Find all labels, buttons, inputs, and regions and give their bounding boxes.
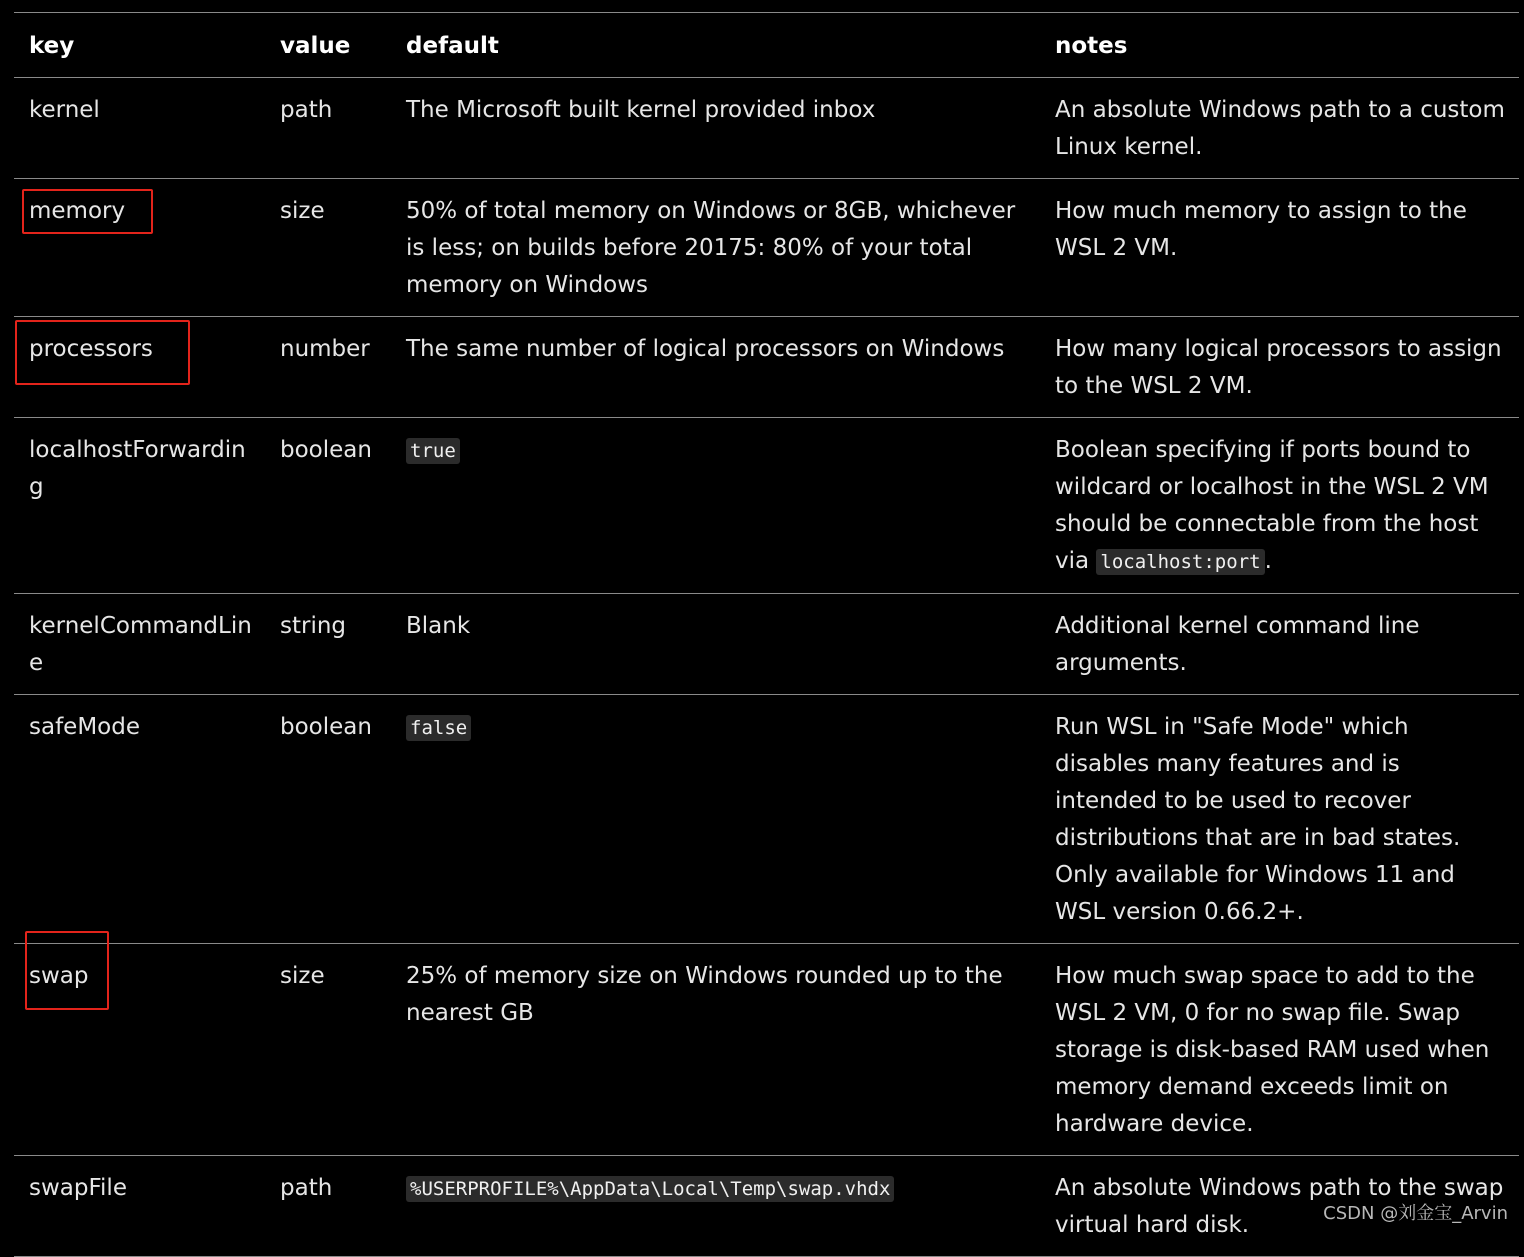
table-row [14,78,1519,179]
cell-value: path [265,78,391,179]
cell-default [391,695,1040,944]
cell-key: kernel [14,78,265,179]
cell-notes: How much memory to assign to the WSL 2 VM. [1040,179,1519,317]
table-row [14,418,1519,594]
cell-notes: An absolute Windows path to a custom Linux kernel. [1040,78,1519,179]
cell-notes: How many logical processors to assign to the WSL 2 VM. [1040,317,1519,418]
inline-code: false [406,715,471,741]
cell-default: The Microsoft built kernel provided inbox [391,78,1040,179]
cell-value: size [265,944,391,1156]
config-table-container [14,12,1519,1257]
cell-key: localhostForwarding [14,418,265,594]
notes-suffix: . [1264,548,1272,574]
table-row [14,179,1519,317]
header-notes: notes [1040,13,1519,78]
inline-code: %USERPROFILE%\AppData\Local\Temp\swap.vhdx [406,1176,894,1202]
cell-key: safeMode [14,695,265,944]
cell-notes: Additional kernel command line arguments. [1040,594,1519,695]
inline-code: localhost:port [1096,549,1264,575]
highlight-box [22,189,153,234]
cell-value: boolean [265,418,391,594]
cell-default: 25% of memory size on Windows rounded up to the nearest GB [391,944,1040,1156]
cell-key-text: processors [29,336,153,362]
header-value: value [265,13,391,78]
cell-key-highlighted [14,944,265,1156]
cell-default: The same number of logical processors on Windows [391,317,1040,418]
wslconfig-settings-table [14,12,1519,1257]
cell-notes: Run WSL in "Safe Mode" which disables many features and is intended to be used to recover distributions that are in bad states. Only available for Windows 11 and WSL version 0.66.2+. [1040,695,1519,944]
cell-value: boolean [265,695,391,944]
cell-key: swapFile [14,1156,265,1257]
cell-notes: How much swap space to add to the WSL 2 VM, 0 for no swap file. Swap storage is disk-based RAM used when memory demand exceeds limit on hardware device. [1040,944,1519,1156]
cell-default [391,418,1040,594]
table-row [14,1156,1519,1257]
cell-value: size [265,179,391,317]
csdn-watermark: CSDN @刘金宝_Arvin [1323,1203,1508,1224]
table-row [14,944,1519,1156]
cell-key-text: swap [29,963,89,989]
cell-notes [1040,418,1519,594]
highlight-box [15,320,190,385]
highlight-box [25,931,109,1010]
inline-code: true [406,438,460,464]
header-default: default [391,13,1040,78]
table-row [14,695,1519,944]
cell-default: Blank [391,594,1040,695]
cell-default [391,1156,1040,1257]
cell-value: number [265,317,391,418]
header-key: key [14,13,265,78]
cell-notes: An absolute Windows path to the swap virtual hard disk. [1040,1156,1519,1257]
cell-default: 50% of total memory on Windows or 8GB, whichever is less; on builds before 20175: 80% of your total memory on Windows [391,179,1040,317]
cell-key: kernelCommandLine [14,594,265,695]
cell-value: path [265,1156,391,1257]
table-row [14,594,1519,695]
cell-key-highlighted [14,317,265,418]
cell-key-text: memory [29,198,126,224]
cell-value: string [265,594,391,695]
cell-key-highlighted [14,179,265,317]
table-row [14,317,1519,418]
notes-text: Boolean specifying if ports bound to wildcard or localhost in the WSL 2 VM should be connectable from the host via [1055,437,1489,574]
table-header-row [14,13,1519,78]
